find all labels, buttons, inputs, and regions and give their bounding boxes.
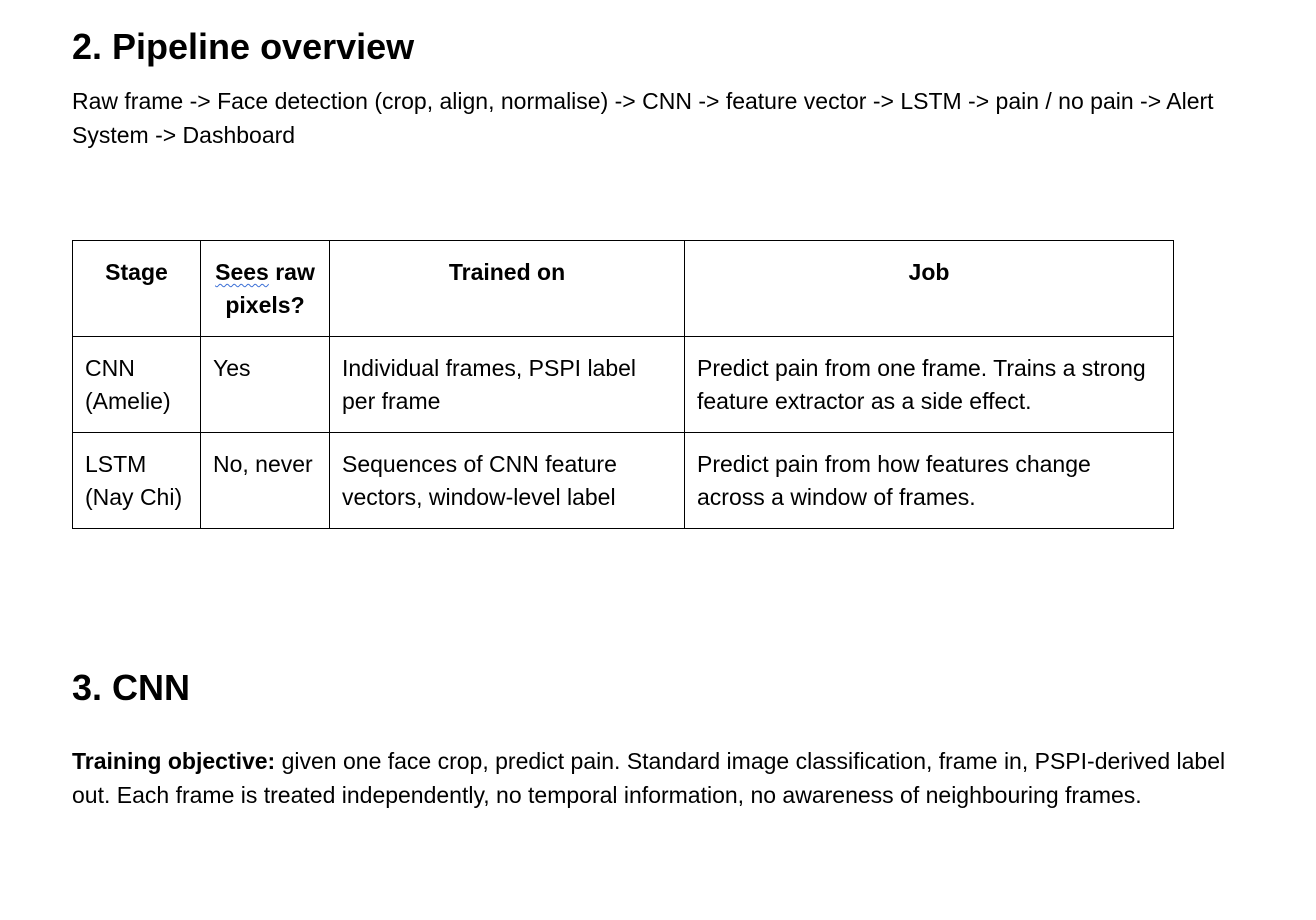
section-heading-cnn: 3. CNN [72,667,191,708]
header-job: Job [685,241,1174,337]
cell-stage: CNN (Amelie) [73,337,201,433]
pipeline-stages-table [72,240,1174,529]
section-heading-pipeline: 2. Pipeline overview [72,26,415,67]
header-sees-rest: raw pixels? [225,259,315,318]
training-objective-label: Training objective: [72,748,276,774]
cell-job: Predict pain from how features change across a window of frames. [685,433,1174,529]
cell-sees-raw-pixels: No, never [201,433,330,529]
table-row [73,433,1174,529]
cnn-training-objective [72,744,1262,812]
header-trained-on: Trained on [330,241,685,337]
pipeline-description: Raw frame -> Face detection (crop, align, normalise) -> CNN -> feature vector -> LSTM -> pain / no pain -> Alert System -> Dashboard [72,88,1214,148]
cell-sees-raw-pixels: Yes [201,337,330,433]
table-header-row [73,241,1174,337]
header-sees-word: Sees [215,259,269,285]
header-stage: Stage [73,241,201,337]
cell-trained-on: Individual frames, PSPI label per frame [330,337,685,433]
header-sees-raw-pixels [201,241,330,337]
cell-trained-on: Sequences of CNN feature vectors, window-level label [330,433,685,529]
cell-stage: LSTM (Nay Chi) [73,433,201,529]
cell-job: Predict pain from one frame. Trains a strong feature extractor as a side effect. [685,337,1174,433]
training-objective-text: given one face crop, predict pain. Standard image classification, frame in, PSPI-derived label out. Each frame is treated independently, no temporal information, no awareness of neighbouring frames. [72,748,1226,808]
table-row [73,337,1174,433]
